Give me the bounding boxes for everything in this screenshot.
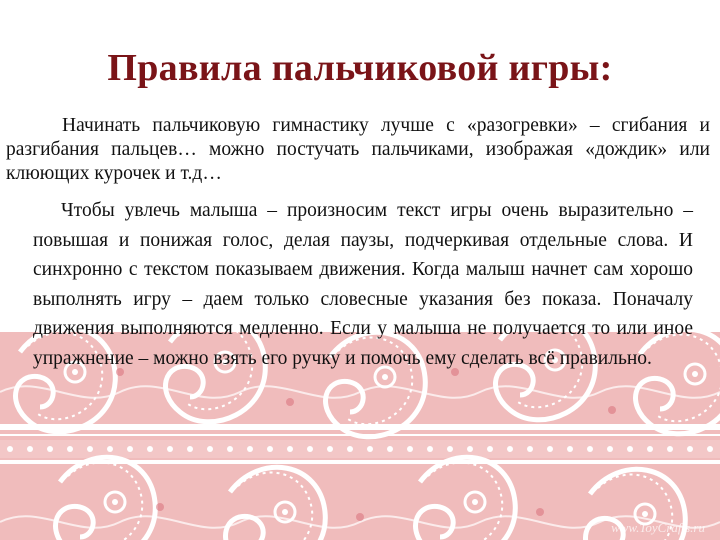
paragraph-expressive-reading: Чтобы увлечь малыша – произносим текст игры очень выразительно – повышая и понижая голос, делая паузы, подчеркивая отдельные слова. И синхронно с текстом показываем движения. Когда малыш начнет сам хорошо выполнять игру – даем только словесные указания без показа. Поначалу движения выполняются медленно. Если у малыша не получается то или иное упражнение – можно взять его ручку и помочь ему сделать всё правильно. [33, 200, 693, 369]
slide-title: Правила пальчиковой игры: [107, 47, 613, 89]
watermark: www.ToyCrafts.ru [611, 520, 705, 535]
paragraph-warmup: Начинать пальчиковую гимнастику лучше с «разогревки» – сгибания и разгибания пальцев… можно постучать пальчиками, изображая «дождик» или клюющих курочек и т.д… [6, 115, 710, 184]
